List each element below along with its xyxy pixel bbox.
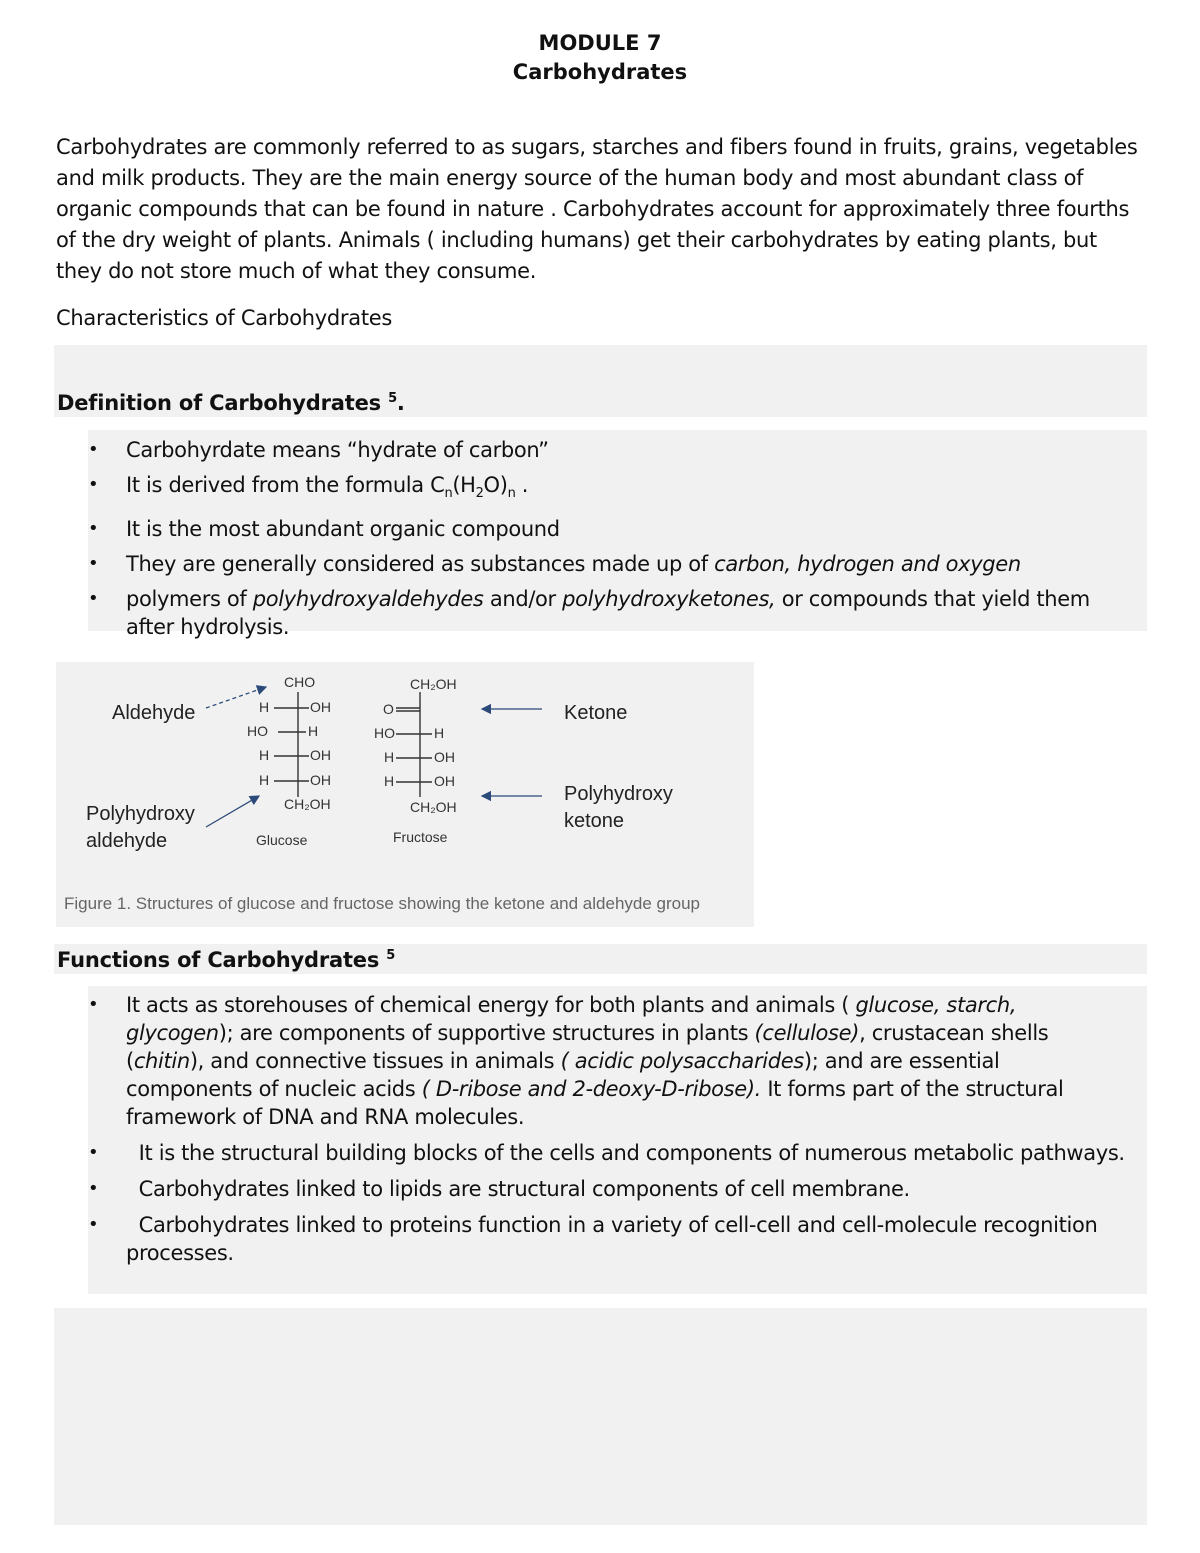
glucose-cho: CHO: [284, 674, 316, 690]
module-number: MODULE 7: [538, 31, 662, 55]
polyhydroxy-aldehyde-arrow: [206, 796, 259, 827]
empty-shaded-block: [54, 1308, 1147, 1525]
definition-list: [88, 436, 1128, 641]
fructose-ch2oh-bottom: CH₂OH: [410, 799, 457, 815]
structure-diagram: [56, 662, 754, 892]
list-item: • Carbohydrates linked to proteins function in a variety of cell-cell and cell-molecule recognition processes.: [88, 1211, 1128, 1267]
polyhydroxy-ketone-label-2: ketone: [564, 810, 625, 832]
functions-heading: Functions of Carbohydrates $^5$: [57, 948, 396, 972]
glucose-ch2oh: CH₂OH: [284, 796, 331, 812]
polyhydroxy-aldehyde-label-1: Polyhydroxy: [86, 803, 195, 825]
figure-1: Aldehyde Polyhydroxy aldehyde Ketone Polyhydroxy ketone CHO H OH HO H H OH H OH CH₂OH Glucose CH₂OH O HO H H OH H OH CH₂OH Fructose Figure 1. Structures of glucose and fructose showing the ketone and aldehyde group: [56, 662, 754, 927]
list-item: • It acts as storehouses of chemical energy for both plants and animals ( glucose, starch, glycogen); are components of supportive structures in plants (cellulose), crustacean shells (chitin), and connective tissues in animals ( acidic polysaccharides); and are essential components of nucleic acids ( D-ribose and 2-deoxy-D-ribose). It forms part of the structural framework of DNA and RNA molecules.: [88, 991, 1128, 1131]
glucose-name: Glucose: [256, 832, 308, 848]
list-item: • Carbohydrates linked to lipids are structural components of cell membrane.: [88, 1175, 1128, 1203]
figure-caption: Figure 1. Structures of glucose and fructose showing the ketone and aldehyde group: [64, 894, 701, 913]
aldehyde-label: Aldehyde: [112, 702, 196, 724]
polyhydroxy-ketone-label-1: Polyhydroxy: [564, 783, 673, 805]
list-item: • It is the most abundant organic compound: [88, 515, 1128, 543]
characteristics-heading: Characteristics of Carbohydrates: [56, 306, 393, 330]
polyhydroxy-aldehyde-label-2: aldehyde: [86, 830, 168, 852]
fructose-ch2oh-top: CH₂OH: [410, 676, 457, 692]
functions-list: [88, 991, 1128, 1267]
list-item: • They are generally considered as substances made up of carbon, hydrogen and oxygen: [88, 550, 1128, 578]
definition-heading: Definition of Carbohydrates $^5$.: [57, 391, 405, 415]
intro-paragraph: Carbohydrates are commonly referred to as sugars, starches and fibers found in fruits, grains, vegetables and milk products. They are the main energy source of the human body and most abundant class of organic compounds that can be found in nature . Carbohydrates account for approximately three fourths of the dry weight of plants. Animals ( including humans) get their carbohydrates by eating plants, but they do not store much of what they consume.: [56, 135, 1138, 283]
ketone-label: Ketone: [564, 702, 628, 724]
aldehyde-arrow: [206, 687, 266, 708]
list-item: • It is the structural building blocks of the cells and components of numerous metabolic pathways.: [88, 1139, 1128, 1167]
fructose-name: Fructose: [393, 829, 448, 845]
formula: $C_n(H_2O)_n$: [430, 473, 516, 502]
list-item: • It is derived from the formula $C_n(H_2O)_n$ .: [88, 471, 1128, 508]
list-item: • polymers of polyhydroxyaldehydes and/or polyhydroxyketones, or compounds that yield them after hydrolysis.: [88, 585, 1128, 641]
page-title: Carbohydrates: [512, 60, 688, 84]
list-item: • Carbohyrdate means “hydrate of carbon”: [88, 436, 1128, 464]
